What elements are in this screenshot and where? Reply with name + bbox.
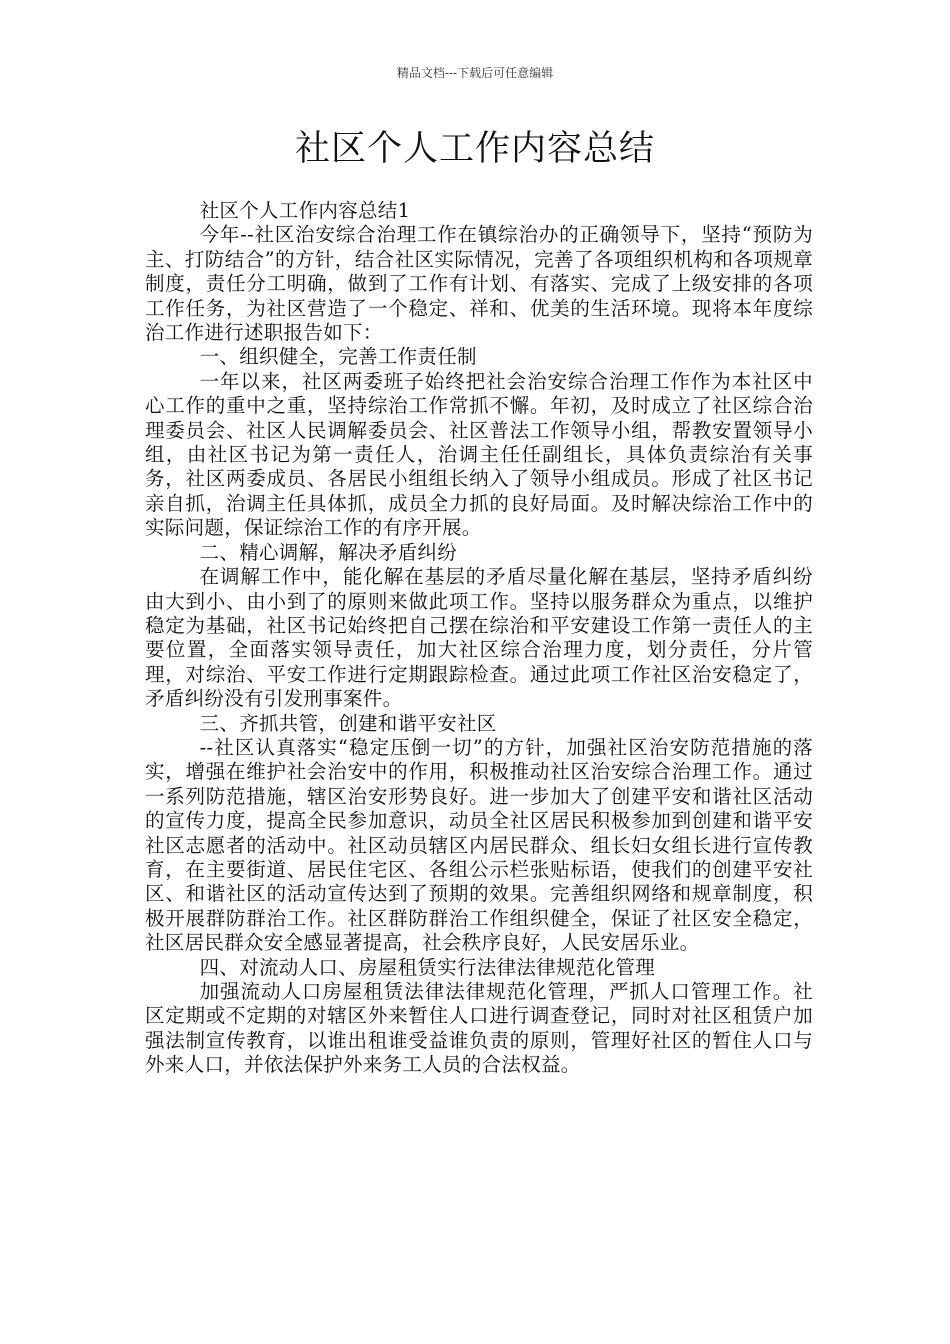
section-body-4: 加强流动人口房屋租赁法律法律规范化管理，严抓人口管理工作。社区定期或不定期的对辖区外来暂住人口进行调查登记，同时对社区租赁户加强法制宣传教育，以谁出租谁受益谁负责的原则，管理好社区的暂住人口与外来人口，并依法保护外来务工人员的合法权益。 [145,980,813,1077]
section-heading-4: 四、对流动人口、房屋租赁实行法律法律规范化管理 [199,955,655,979]
section-body-1: 一年以来，社区两委班子始终把社会治安综合治理工作作为本社区中心工作的重中之重，坚持综治工作常抓不懈。年初，及时成立了社区综合治理委员会、社区人民调解委员会、社区普法工作领导小组，帮教安置领导小组，由社区书记为第一责任人，治调主任任副组长，具体负责综治有关事务，社区两委成员、各居民小组组长纳入了领导小组成员。形成了社区书记亲自抓，治调主任具体抓，成员全力抓的良好局面。及时解决综治工作中的实际问题，保证综治工作的有序开展。 [145,369,813,540]
section-heading-2: 二、精心调解，解决矛盾纠纷 [199,540,457,564]
document-title: 社区个人工作内容总结 [294,129,655,169]
section-body-3: --社区认真落实“稳定压倒一切”的方针，加强社区治安防范措施的落实，增强在维护社会治安中的作用，积极推动社区治安综合治理工作。通过一系列防范措施，辖区治安形势良好。进一步加大了创建平安和谐社区活动的宣传力度，提高全民参加意识，动员全社区居民积极参加到创建和谐平安社区志愿者的活动中。社区动员辖区内居民群众、组长妇女组长进行宣传教育，在主要街道、居民住宅区、各组公示栏张贴标语，使我们的创建平安社区、和谐社区的活动宣传达到了预期的效果。完善组织网络和规章制度，积极开展群防群治工作。社区群防群治工作组织健全，保证了社区安全稳定，社区居民群众安全感显著提高，社会秩序良好，人民安居乐业。 [145,735,813,955]
section-heading-1: 一、组织健全，完善工作责任制 [199,345,477,369]
intro-paragraph: 今年--社区治安综合治理工作在镇综治办的正确领导下，坚持“预防为主、打防结合”的方针，结合社区实际情况，完善了各项组织机构和各项规章制度，责任分工明确，做到了工作有计划、有落实、完成了上级安排的各项工作任务，为社区营造了一个稳定、祥和、优美的生活环境。现将本年度综治工作进行述职报告如下： [145,223,813,345]
document-body [145,199,813,1078]
subtitle-paragraph: 社区个人工作内容总结1 [199,199,411,222]
page-header-note: 精品文档---下载后可任意编辑 [396,66,554,80]
section-body-2: 在调解工作中，能化解在基层的矛盾尽量化解在基层，坚持矛盾纠纷由大到小、由小到了的原则来做此项工作。坚持以服务群众为重点，以维护稳定为基础，社区书记始终把自己摆在综治和平安建设工作第一责任人的主要位置，全面落实领导责任，加大社区综合治理力度，划分责任，分片管理，对综治、平安工作进行定期跟踪检查。通过此项工作社区治安稳定了，矛盾纠纷没有引发刑事案件。 [145,565,813,711]
section-heading-3: 三、齐抓共管，创建和谐平安社区 [199,711,497,735]
